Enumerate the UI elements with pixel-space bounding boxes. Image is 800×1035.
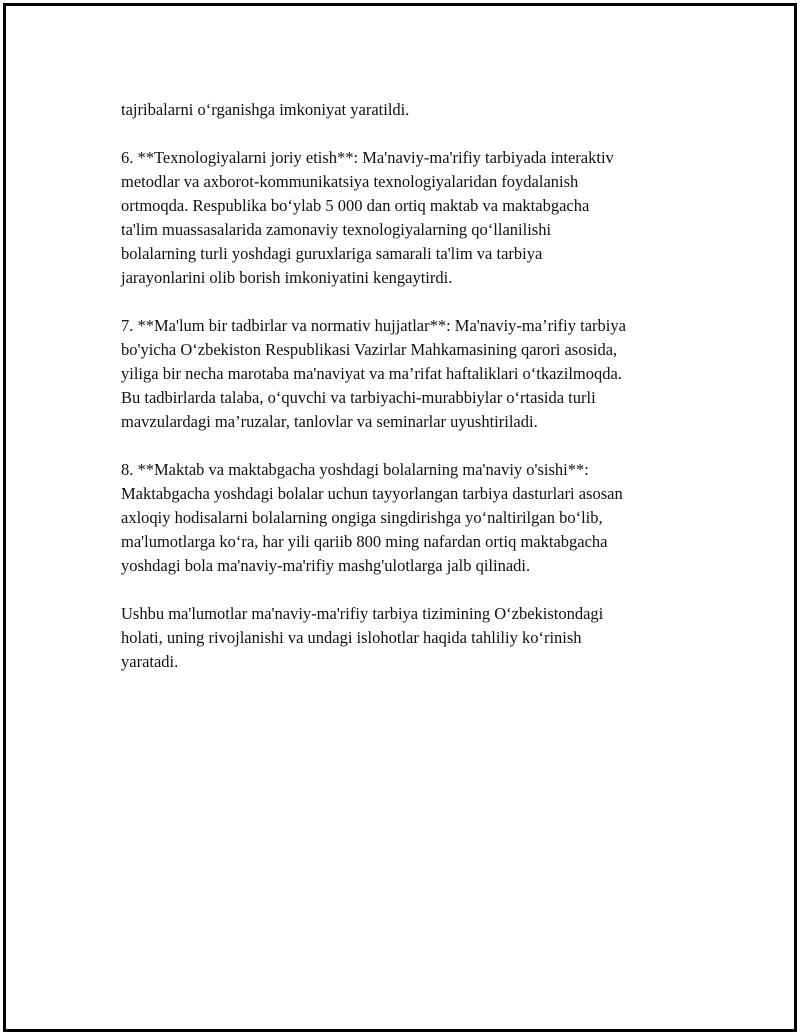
text-line: 7. **Ma'lum bir tadbirlar va normativ hujjatlar**: Ma'naviy-ma’rifiy tarbiya	[121, 316, 626, 335]
text-line: bolalarning turli yoshdagi guruxlariga samarali ta'lim va tarbiya	[121, 244, 543, 263]
paragraph-item-6	[121, 146, 721, 290]
document-body	[121, 98, 721, 698]
text-line: Ushbu ma'lumotlar ma'naviy-ma'rifiy tarbiya tizimining O‘zbekistondagi	[121, 604, 604, 623]
text-line: yoshdagi bola ma'naviy-ma'rifiy mashg'ulotlarga jalb qilinadi.	[121, 556, 531, 575]
text-line: jarayonlarini olib borish imkoniyatini kengaytirdi.	[121, 268, 453, 287]
text-line: ta'lim muassasalarida zamonaviy texnologiyalarning qo‘llanilishi	[121, 220, 552, 239]
text-line: tajribalarni o‘rganishga imkoniyat yaratildi.	[121, 100, 410, 119]
paragraph-conclusion	[121, 602, 721, 674]
text-line: yiliga bir necha marotaba ma'naviyat va ma’rifat haftaliklari o‘tkazilmoqda.	[121, 364, 622, 383]
paragraph-intro-continuation	[121, 98, 721, 122]
text-line: ma'lumotlarga ko‘ra, har yili qariib 800 ming nafardan ortiq maktabgacha	[121, 532, 608, 551]
text-line: 8. **Maktab va maktabgacha yoshdagi bolalarning ma'naviy o'sishi**:	[121, 460, 589, 479]
text-line: Maktabgacha yoshdagi bolalar uchun tayyorlangan tarbiya dasturlari asosan	[121, 484, 623, 503]
text-line: Bu tadbirlarda talaba, o‘quvchi va tarbiyachi-murabbiylar o‘rtasida turli	[121, 388, 596, 407]
text-line: yaratadi.	[121, 652, 179, 671]
page-frame	[3, 3, 797, 1032]
text-line: axloqiy hodisalarni bolalarning ongiga singdirishga yo‘naltirilgan bo‘lib,	[121, 508, 603, 527]
paragraph-item-7	[121, 314, 721, 434]
text-line: holati, uning rivojlanishi va undagi islohotlar haqida tahliliy ko‘rinish	[121, 628, 582, 647]
text-line: ortmoqda. Respublika bo‘ylab 5 000 dan ortiq maktab va maktabgacha	[121, 196, 590, 215]
text-line: mavzulardagi ma’ruzalar, tanlovlar va seminarlar uyushtiriladi.	[121, 412, 538, 431]
text-line: metodlar va axborot-kommunikatsiya texnologiyalaridan foydalanish	[121, 172, 579, 191]
text-line: bo'yicha O‘zbekiston Respublikasi Vazirlar Mahkamasining qarori asosida,	[121, 340, 618, 359]
text-line: 6. **Texnologiyalarni joriy etish**: Ma'naviy-ma'rifiy tarbiyada interaktiv	[121, 148, 614, 167]
paragraph-item-8	[121, 458, 721, 578]
